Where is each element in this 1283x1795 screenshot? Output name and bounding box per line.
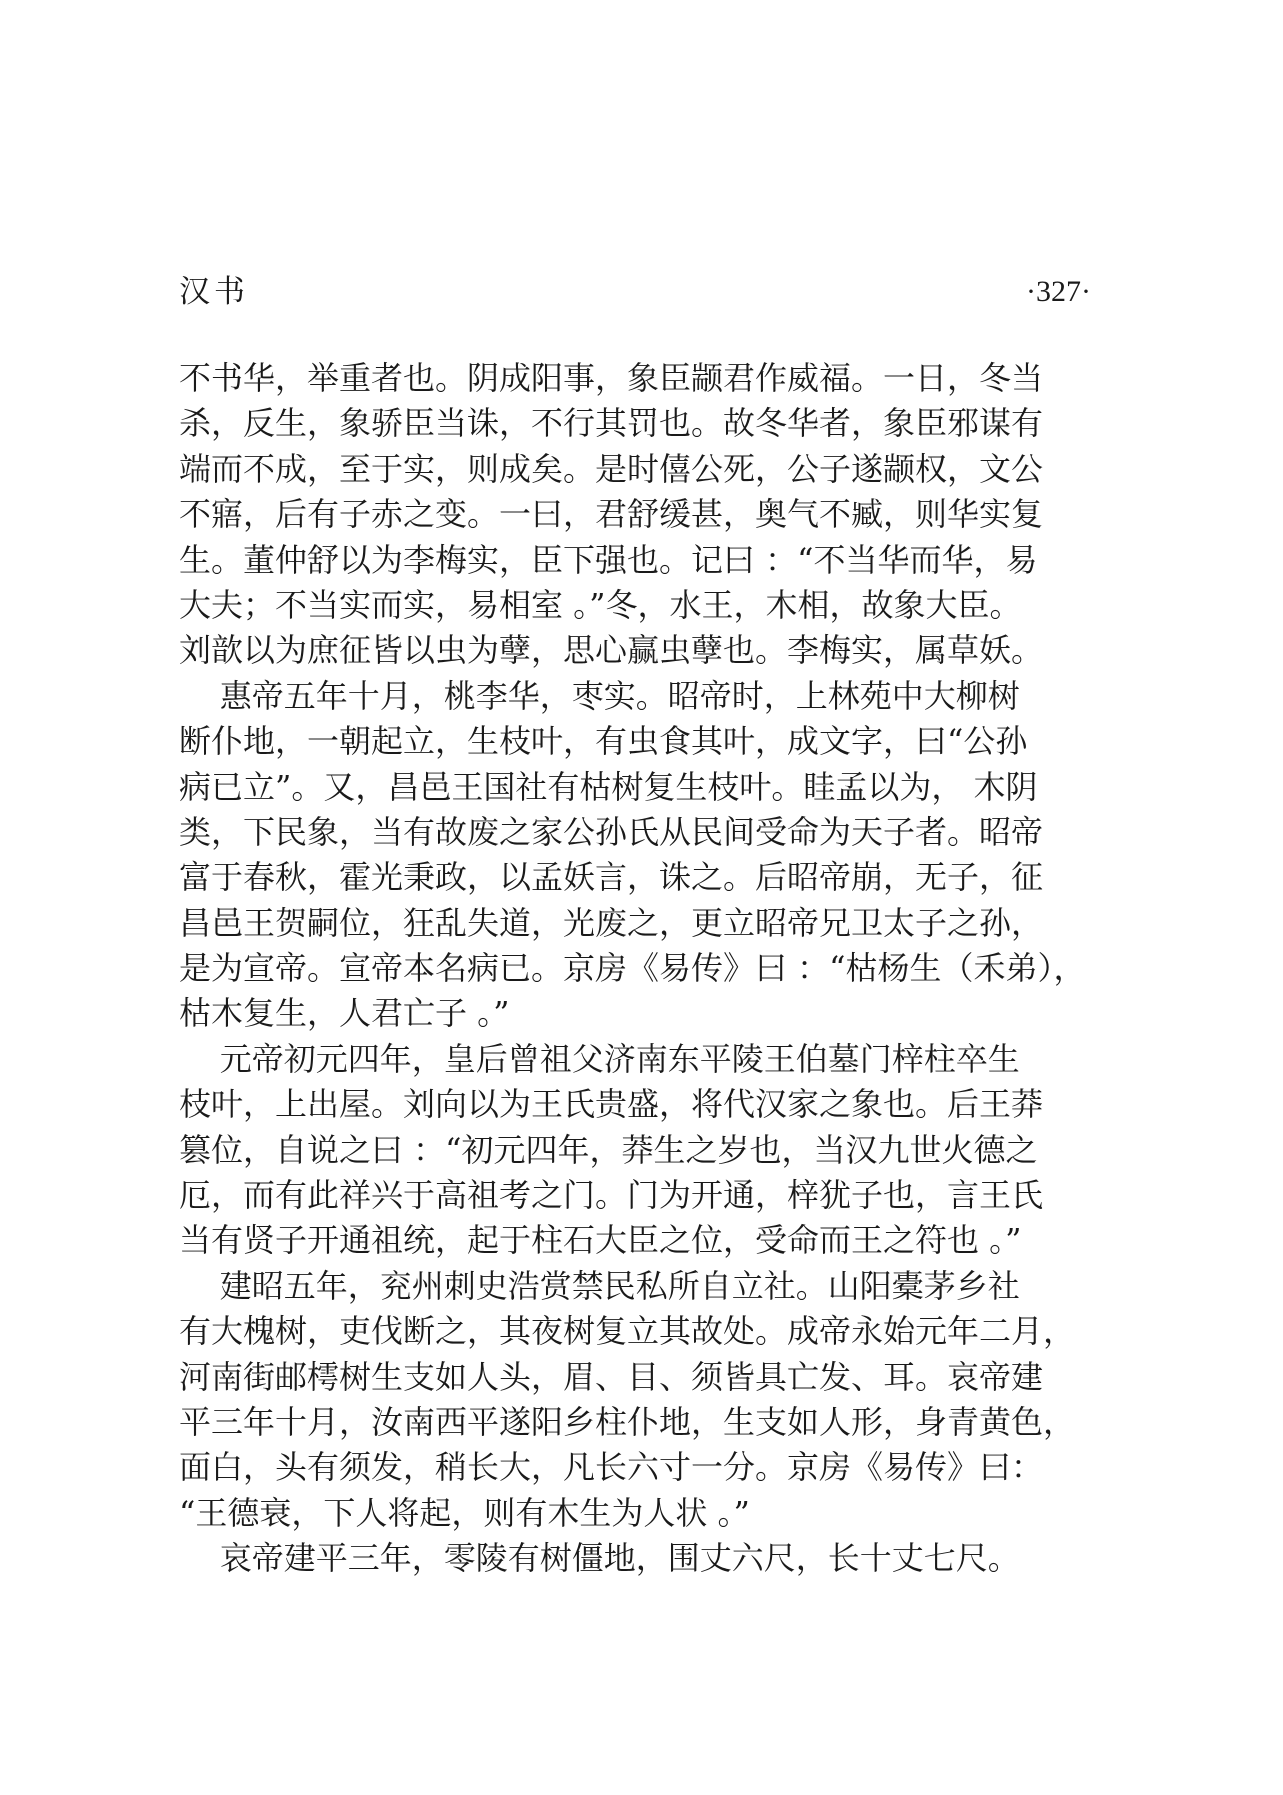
text-line: 类，下民象，当有故废之家公孙氏从民间受命为天子者。昭帝 bbox=[179, 812, 1044, 851]
text-line: 富于春秋，霍光秉政，以孟妖言，诛之。后昭帝崩，无子，征 bbox=[179, 858, 1044, 897]
text-line: 端而不成，至于实，则成矣。是时僖公死，公子遂颛权，文公 bbox=[179, 449, 1044, 488]
text-line: 昌邑王贺嗣位，狂乱失道，光废之，更立昭帝兄卫太子之孙， bbox=[179, 903, 1044, 942]
text-line: 面白，头有须发，稍长大，凡长六寸一分。京房《易传》曰： bbox=[179, 1448, 1044, 1487]
body-text bbox=[179, 356, 1109, 1582]
text-line: 枯木复生，人君亡子 。” bbox=[179, 994, 510, 1033]
text-line: 不书华，举重者也。阴成阳事，象臣颛君作威福。一日，冬当 bbox=[179, 359, 1044, 397]
text-line: 生。董仲舒以为李梅实，臣下强也。记曰 ：“不当华而华，易 bbox=[179, 540, 1038, 579]
text-line: 不寤，后有子赤之变。一曰，君舒缓甚，奥气不臧，则华实复 bbox=[179, 495, 1044, 534]
text-line: 枝叶，上出屋。刘向以为王氏贵盛，将代汉家之象也。后王莽 bbox=[179, 1085, 1044, 1124]
text-line: 厄，而有此祥兴于高祖考之门。门为开通，梓犹子也，言王氏 bbox=[179, 1176, 1044, 1215]
running-header bbox=[179, 272, 1091, 316]
text-line: 惠帝五年十月，桃李华，枣实。昭帝时，上林苑中大柳树 bbox=[179, 676, 1020, 715]
text-line: 篡位，自说之曰 ：“初元四年，莽生之岁也，当汉九世火德之 bbox=[179, 1130, 1038, 1169]
text-line: 断仆地，一朝起立，生枝叶，有虫食其叶，成文字，曰“公孙 bbox=[179, 722, 1028, 761]
text-line: 建昭五年，兖州刺史浩赏禁民私所自立社。山阳橐茅乡社 bbox=[179, 1266, 1020, 1305]
text-line: 有大槐树，吏伐断之，其夜树复立其故处。成帝永始元年二月， bbox=[179, 1312, 1076, 1351]
text-line: 当有贤子开通祖统，起于柱石大臣之位，受命而王之符也 。” bbox=[179, 1221, 1022, 1260]
text-line: 平三年十月，汝南西平遂阳乡柱仆地，生支如人形，身青黄色， bbox=[179, 1402, 1076, 1441]
text-line: 病已立”。又，昌邑王国社有枯树复生枝叶。眭孟以为， 木阴 bbox=[179, 767, 1038, 806]
text-line: 哀帝建平三年，零陵有树僵地，围丈六尺，长十丈七尺。 bbox=[179, 1539, 1020, 1578]
text-line: 杀，反生，象骄臣当诛，不行其罚也。故冬华者，象臣邪谋有 bbox=[179, 404, 1044, 443]
text-line: 河南街邮樗树生支如人头，眉、目、须皆具亡发、耳。哀帝建 bbox=[179, 1357, 1044, 1396]
text-line: 大夫；不当实而实，易相室 。”冬，水王，木相，故象大臣。 bbox=[179, 585, 1022, 624]
text-line: 元帝初元四年，皇后曾祖父济南东平陵王伯墓门梓柱卒生 bbox=[179, 1039, 1020, 1078]
text-line: 是为宣帝。宣帝本名病已。京房《易传》曰 ：“枯杨生（禾弟）， bbox=[179, 949, 1086, 988]
text-line: “王德衰，下人将起，则有木生为人状 。” bbox=[179, 1493, 750, 1532]
page-number: ·327· bbox=[1026, 275, 1091, 308]
book-title: 汉书 bbox=[179, 274, 249, 310]
text-line: 刘歆以为庶征皆以虫为孽，思心赢虫孽也。李梅实，属草妖。 bbox=[179, 631, 1044, 670]
